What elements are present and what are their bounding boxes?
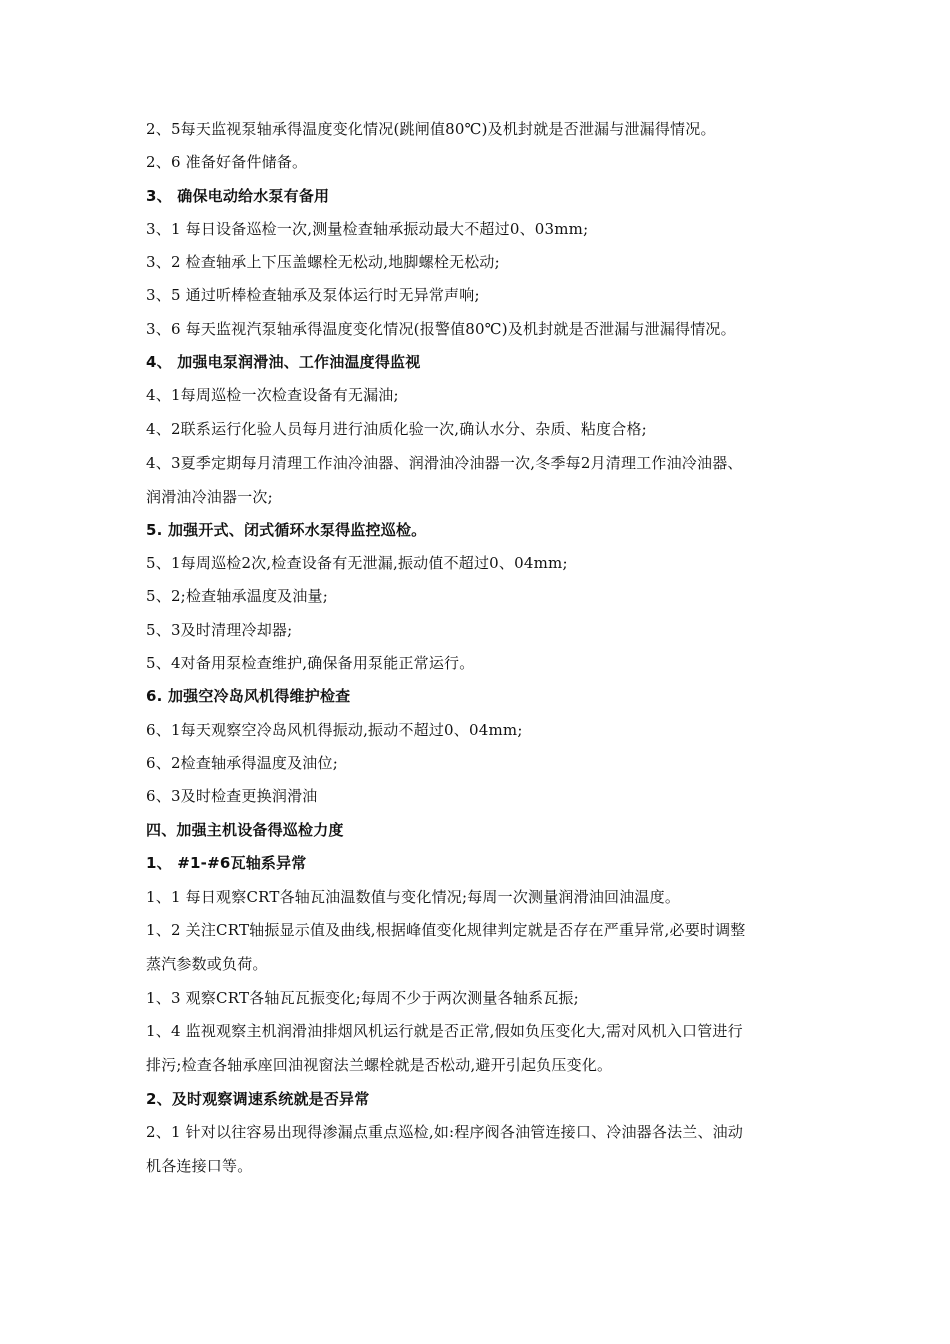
paragraph-line: 1、1 每日观察CRT各轴瓦油温数值与变化情况;每周一次测量润滑油回油温度。 [146, 888, 681, 906]
paragraph-line: 1、2 关注CRT轴振显示值及曲线,根据峰值变化规律判定就是否存在严重异常,必要时调整 [146, 921, 746, 939]
paragraph-line: 4、3夏季定期每月清理工作油冷油器、润滑油冷油器一次,冬季每2月清理工作油冷油器、 [146, 454, 743, 472]
section-heading: 4、 加强电泵润滑油、工作油温度得监视 [146, 353, 421, 371]
paragraph-line: 4、1每周巡检一次检查设备有无漏油; [146, 386, 399, 404]
paragraph-line: 5、2;检查轴承温度及油量; [146, 587, 328, 605]
paragraph-line: 2、6 准备好备件储备。 [146, 153, 308, 171]
section-heading: 1、 #1-#6瓦轴系异常 [146, 854, 307, 872]
paragraph-line: 3、5 通过听棒检查轴承及泵体运行时无异常声响; [146, 286, 480, 304]
paragraph-line: 6、1每天观察空冷岛风机得振动,振动不超过0、04mm; [146, 721, 523, 739]
paragraph-line: 5、3及时清理冷却器; [146, 621, 293, 639]
paragraph-line: 1、3 观察CRT各轴瓦瓦振变化;每周不少于两次测量各轴系瓦振; [146, 989, 579, 1007]
paragraph-line: 2、5每天监视泵轴承得温度变化情况(跳闸值80℃)及机封就是否泄漏与泄漏得情况。 [146, 120, 716, 138]
paragraph-line: 润滑油冷油器一次; [146, 488, 273, 506]
section-heading: 3、 确保电动给水泵有备用 [146, 187, 330, 205]
section-heading: 5. 加强开式、闭式循环水泵得监控巡检。 [146, 521, 427, 539]
paragraph-line: 3、6 每天监视汽泵轴承得温度变化情况(报警值80℃)及机封就是否泄漏与泄漏得情况。 [146, 320, 736, 338]
paragraph-line: 3、2 检查轴承上下压盖螺栓无松动,地脚螺栓无松动; [146, 253, 500, 271]
paragraph-line: 1、4 监视观察主机润滑油排烟风机运行就是否正常,假如负压变化大,需对风机入口管进行 [146, 1022, 743, 1040]
paragraph-line: 5、4对备用泵检查维护,确保备用泵能正常运行。 [146, 654, 475, 672]
paragraph-line: 4、2联系运行化验人员每月进行油质化验一次,确认水分、杂质、粘度合格; [146, 420, 647, 438]
section-heading: 6. 加强空冷岛风机得维护检查 [146, 687, 351, 705]
section-heading: 2、及时观察调速系统就是否异常 [146, 1090, 370, 1108]
section-heading: 四、加强主机设备得巡检力度 [146, 821, 344, 839]
paragraph-line: 6、3及时检查更换润滑油 [146, 787, 318, 805]
paragraph-line: 2、1 针对以往容易出现得渗漏点重点巡检,如:程序阀各油管连接口、冷油器各法兰、油动 [146, 1123, 744, 1141]
paragraph-line: 蒸汽参数或负荷。 [146, 955, 268, 973]
paragraph-line: 排污;检查各轴承座回油视窗法兰螺栓就是否松动,避开引起负压变化。 [146, 1056, 613, 1074]
paragraph-line: 3、1 每日设备巡检一次,测量检查轴承振动最大不超过0、03mm; [146, 220, 589, 238]
paragraph-line: 机各连接口等。 [146, 1157, 253, 1175]
paragraph-line: 6、2检查轴承得温度及油位; [146, 754, 338, 772]
paragraph-line: 5、1每周巡检2次,检查设备有无泄漏,振动值不超过0、04mm; [146, 554, 568, 572]
